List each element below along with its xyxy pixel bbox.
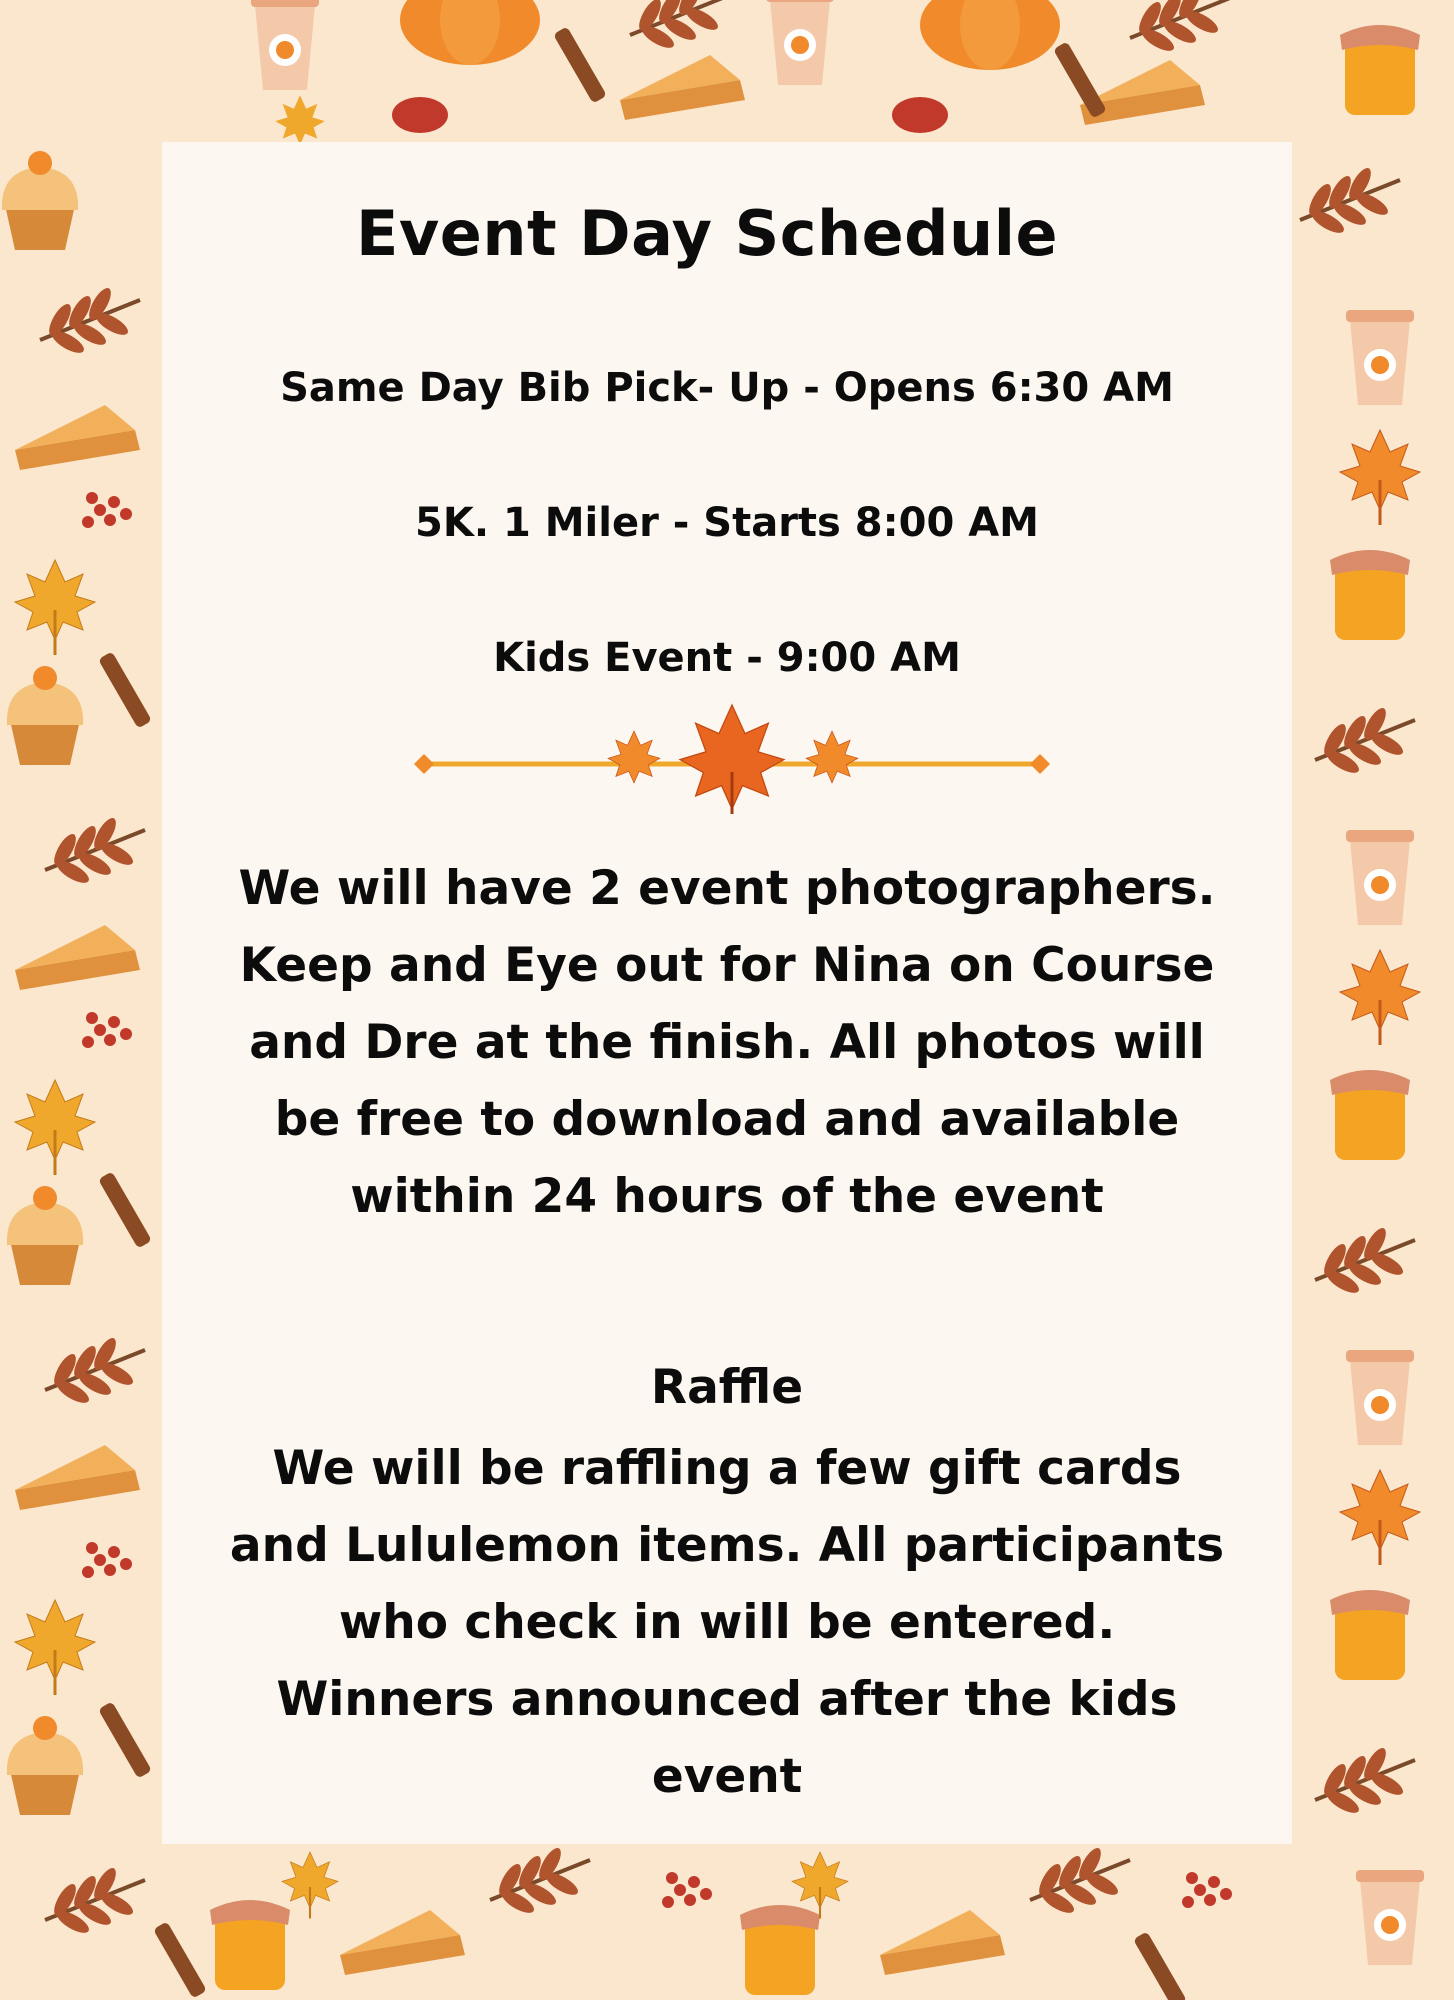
raffle-heading: Raffle: [650, 1360, 804, 1415]
photographers-paragraph: We will have 2 event photographers. Keep and Eye out for Nina on Course and Dre at the finish. All photos will be free to download and available within 24 hours of the event: [238, 861, 1216, 1224]
schedule-card: [162, 142, 1292, 1844]
page-title: Event Day Schedule: [356, 197, 1058, 270]
schedule-item-5k: 5K. 1 Miler - Starts 8:00 AM: [415, 500, 1039, 546]
maple-leaf-divider: [412, 702, 1052, 822]
schedule-item-bib-pickup: Same Day Bib Pick- Up - Opens 6:30 AM: [280, 365, 1174, 411]
schedule-item-kids-event: Kids Event - 9:00 AM: [493, 635, 961, 681]
raffle-paragraph: We will be raffling a few gift cards and Lululemon items. All participants who check in will be entered. Winners announced after the kids event: [229, 1441, 1225, 1804]
